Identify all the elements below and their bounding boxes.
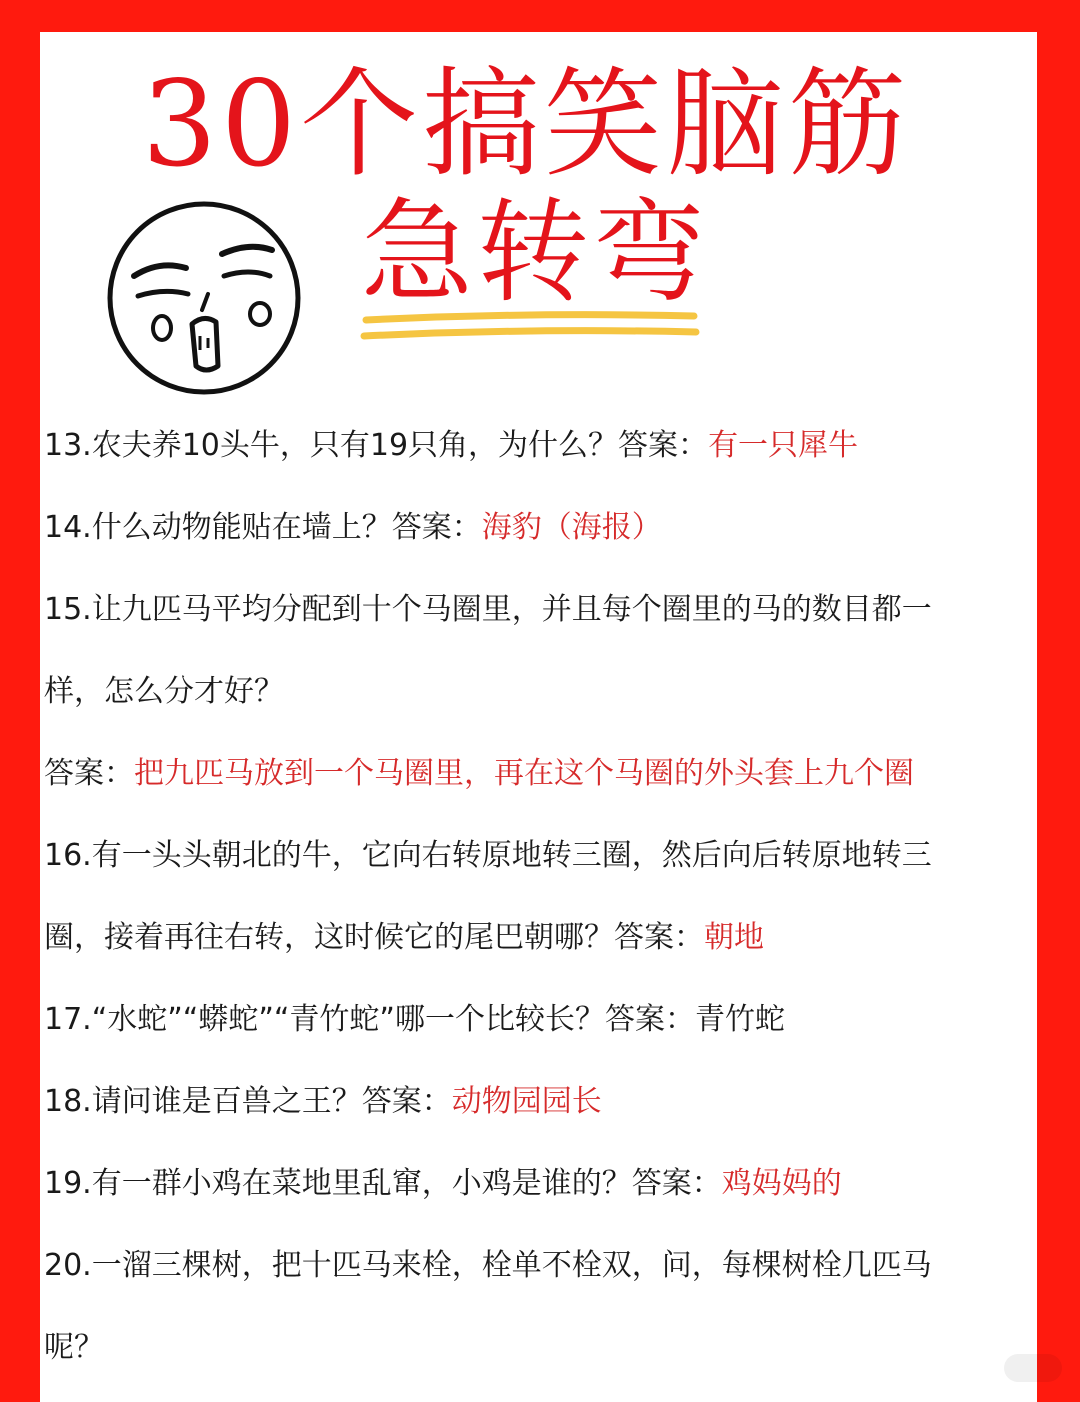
riddle-16-question-line1: 16.有一头头朝北的牛，它向右转原地转三圈，然后向后转原地转三	[44, 838, 932, 873]
riddle-20-line1	[44, 1225, 1004, 1307]
riddle-17-question: 17.“水蛇”“蟒蛇”“青竹蛇”哪一个比较长？答案：	[44, 1002, 695, 1037]
riddle-17-answer: 青竹蛇	[694, 1002, 785, 1037]
riddle-19-question: 19.有一群小鸡在菜地里乱窜，小鸡是谁的？答案：	[44, 1166, 722, 1201]
riddle-16-question-line2: 圈，接着再往右转，这时候它的尾巴朝哪？答案：	[44, 920, 704, 955]
riddle-13-question: 13.农夫养10头牛，只有19只角，为什么？答案：	[44, 428, 709, 463]
riddle-18	[44, 1061, 1004, 1143]
page-subtitle: 急转弯	[361, 188, 709, 318]
riddle-16-line2	[44, 897, 1004, 979]
riddle-19-answer: 鸡妈妈的	[721, 1166, 842, 1201]
riddle-20-line2	[44, 1307, 1004, 1389]
riddle-15-question-line2: 样，怎么分才好？	[44, 674, 284, 709]
riddle-20-question-line1: 20.一溜三棵树，把十匹马来栓，栓单不栓双，问，每棵树栓几匹马	[44, 1248, 932, 1283]
riddle-16-line1	[44, 815, 1004, 897]
riddle-list	[44, 405, 1004, 1389]
riddle-19	[44, 1143, 1004, 1225]
riddle-15-answer: 把九匹马放到一个马圈里，再在这个马圈的外头套上九个圈	[134, 756, 914, 791]
riddle-14-answer: 海豹（海报）	[481, 510, 662, 545]
riddle-15-answer-label: 答案：	[44, 756, 134, 791]
title-underline	[360, 310, 700, 346]
laughing-face-icon	[104, 198, 304, 398]
riddle-16-answer: 朝地	[704, 920, 764, 955]
riddle-20-question-line2: 呢？	[44, 1330, 104, 1365]
riddle-14-question: 14.什么动物能贴在墙上？答案：	[44, 510, 482, 545]
riddle-13-answer: 有一只犀牛	[708, 428, 859, 463]
riddle-18-answer: 动物园园长	[451, 1084, 602, 1119]
riddle-15-question-line1: 15.让九匹马平均分配到十个马圈里，并且每个圈里的马的数目都一	[44, 592, 932, 627]
riddle-18-question: 18.请问谁是百兽之王？答案：	[44, 1084, 452, 1119]
riddle-13	[44, 405, 1004, 487]
riddle-14	[44, 487, 1004, 569]
page-title: 30个搞笑脑筋	[141, 55, 911, 193]
watermark-badge	[1004, 1354, 1062, 1382]
riddle-17	[44, 979, 1004, 1061]
riddle-15-answer-line	[44, 733, 1004, 815]
riddle-15-line2	[44, 651, 1004, 733]
riddle-15-line1	[44, 569, 1004, 651]
